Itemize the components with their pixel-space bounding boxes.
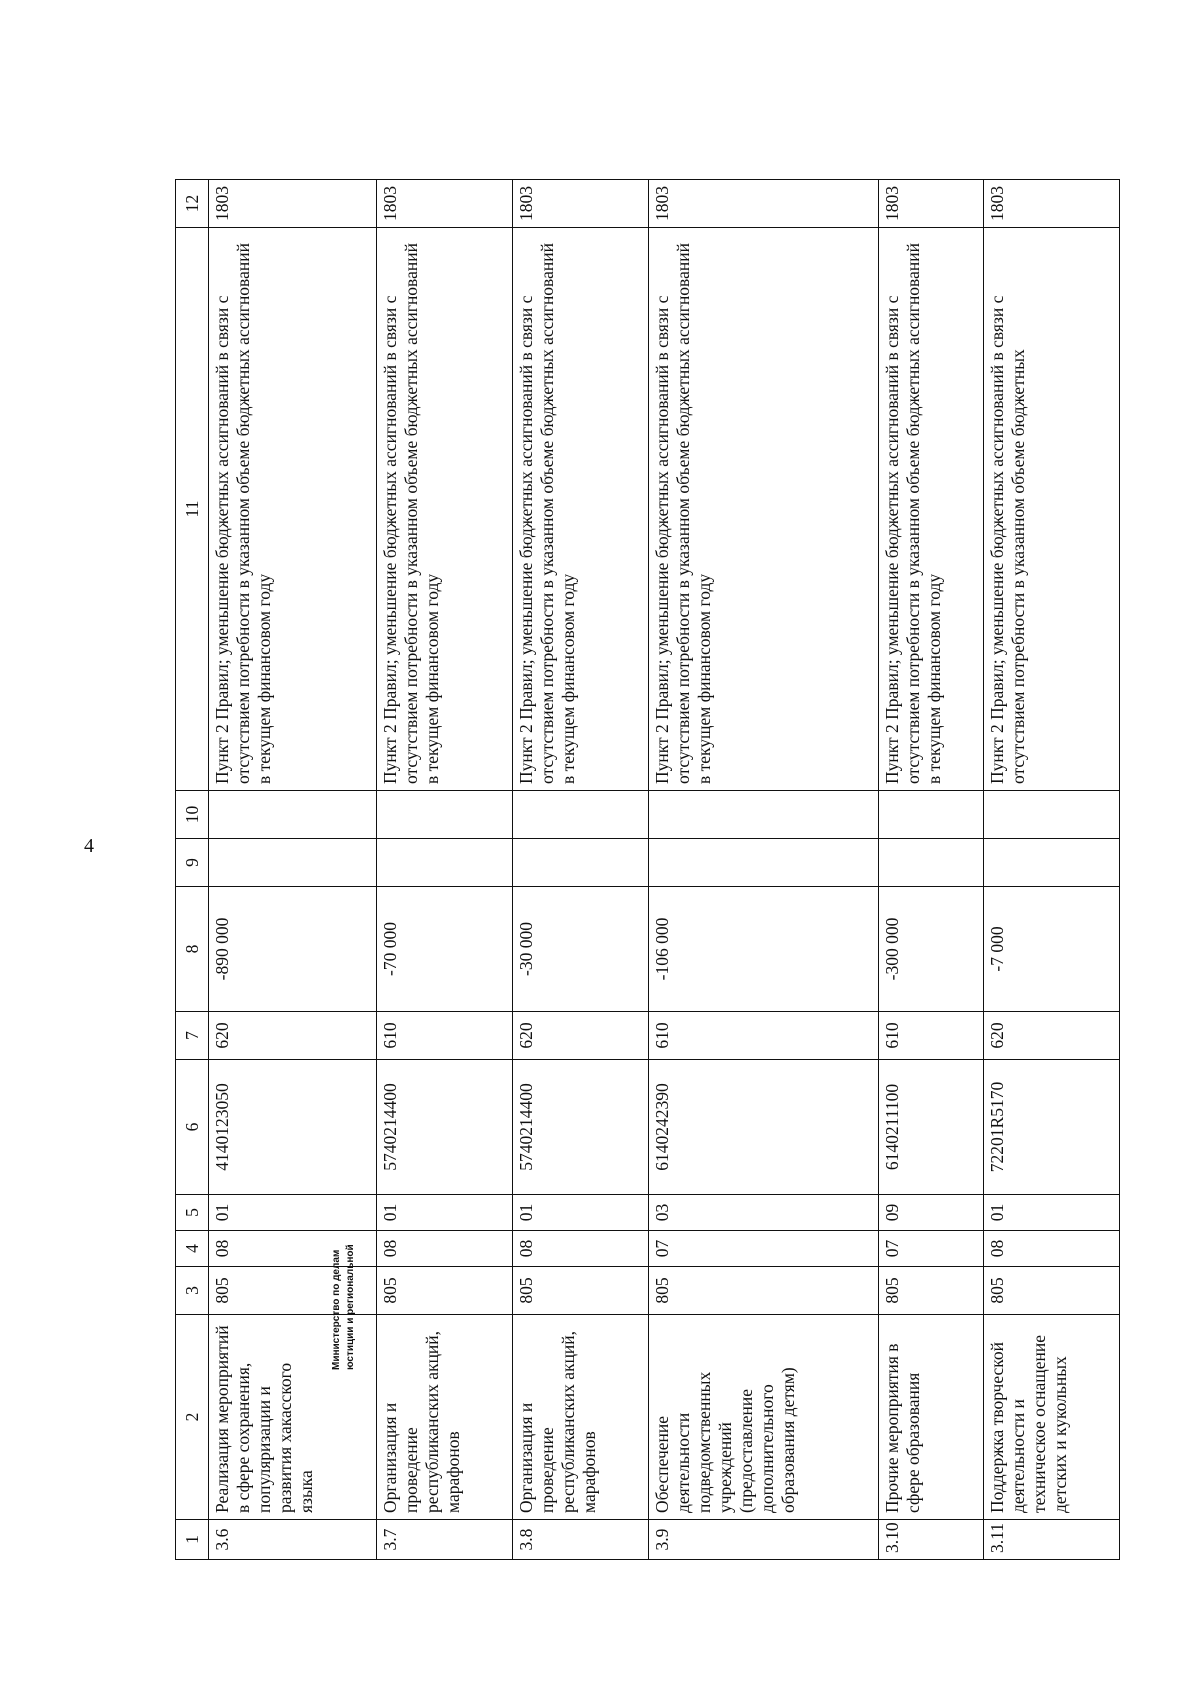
header-cell: 9 bbox=[176, 839, 209, 887]
cell-6: 5740214400 bbox=[376, 1060, 512, 1195]
row-number: 3.10 bbox=[879, 1520, 984, 1560]
cell-10 bbox=[879, 791, 984, 839]
cell-7: 620 bbox=[209, 1012, 377, 1060]
cell-5: 03 bbox=[648, 1195, 878, 1231]
cell-11: Пункт 2 Правил; уменьшение бюджетных ассигнований в связи с отсутствием потребности в указанном объеме бюджетных ассигнований в текущем финансовом году bbox=[376, 228, 512, 791]
cell-3: 805 bbox=[376, 1267, 512, 1315]
header-cell: 4 bbox=[176, 1231, 209, 1267]
row-name: Организация и проведение республиканских акций, марафонов bbox=[512, 1315, 648, 1520]
cell-12: 1803 bbox=[648, 180, 878, 228]
cell-3: 805 bbox=[879, 1267, 984, 1315]
cell-12: 1803 bbox=[879, 180, 984, 228]
cell-10 bbox=[983, 791, 1119, 839]
cell-5: 09 bbox=[879, 1195, 984, 1231]
row-number: 3.9 bbox=[648, 1520, 878, 1560]
table-row bbox=[983, 180, 1119, 1560]
cell-7: 620 bbox=[512, 1012, 648, 1060]
table-row bbox=[376, 180, 512, 1560]
row-name: Прочие мероприятия в сфере образования bbox=[879, 1315, 984, 1520]
row-number: 3.11 bbox=[983, 1520, 1119, 1560]
row-name: Реализация мероприятий в сфере сохранения, популяризации и развития хакасского языка bbox=[209, 1315, 377, 1520]
cell-12: 1803 bbox=[983, 180, 1119, 228]
header-cell: 1 bbox=[176, 1520, 209, 1560]
cell-9 bbox=[209, 839, 377, 887]
cell-7: 610 bbox=[376, 1012, 512, 1060]
cell-6: 6140242390 bbox=[648, 1060, 878, 1195]
row-number: 3.8 bbox=[512, 1520, 648, 1560]
ministry-stamp bbox=[330, 1170, 358, 1370]
cell-4: 08 bbox=[512, 1231, 648, 1267]
header-cell: 3 bbox=[176, 1267, 209, 1315]
row-name: Организация и проведение республиканских акций, марафонов bbox=[376, 1315, 512, 1520]
cell-8: -70 000 bbox=[376, 887, 512, 1012]
cell-11: Пункт 2 Правил; уменьшение бюджетных ассигнований в связи с отсутствием потребности в указанном объеме бюджетных ассигнований в текущем финансовом году bbox=[512, 228, 648, 791]
cell-7: 610 bbox=[648, 1012, 878, 1060]
cell-5: 01 bbox=[376, 1195, 512, 1231]
cell-7: 620 bbox=[983, 1012, 1119, 1060]
cell-6: 6140211100 bbox=[879, 1060, 984, 1195]
cell-4: 08 bbox=[983, 1231, 1119, 1267]
cell-5: 01 bbox=[209, 1195, 377, 1231]
cell-11: Пункт 2 Правил; уменьшение бюджетных ассигнований в связи с отсутствием потребности в указанном объеме бюджетных ассигнований в текущем финансовом году bbox=[209, 228, 377, 791]
cell-8: -106 000 bbox=[648, 887, 878, 1012]
cell-10 bbox=[512, 791, 648, 839]
budget-changes-table bbox=[175, 179, 1120, 1560]
cell-8: -300 000 bbox=[879, 887, 984, 1012]
cell-4: 08 bbox=[209, 1231, 377, 1267]
cell-12: 1803 bbox=[512, 180, 648, 228]
header-cell: 12 bbox=[176, 180, 209, 228]
cell-10 bbox=[209, 791, 377, 839]
cell-8: -890 000 bbox=[209, 887, 377, 1012]
cell-5: 01 bbox=[512, 1195, 648, 1231]
header-cell: 6 bbox=[176, 1060, 209, 1195]
cell-3: 805 bbox=[648, 1267, 878, 1315]
cell-10 bbox=[648, 791, 878, 839]
cell-9 bbox=[512, 839, 648, 887]
row-name: Обеспечение деятельности подведомственных учреждений (предоставление дополнительного образования детям) bbox=[648, 1315, 878, 1520]
header-cell: 10 bbox=[176, 791, 209, 839]
header-cell: 7 bbox=[176, 1012, 209, 1060]
row-name: Поддержка творческой деятельности и техническое оснащение детских и кукольных bbox=[983, 1315, 1119, 1520]
cell-12: 1803 bbox=[376, 180, 512, 228]
header-cell: 5 bbox=[176, 1195, 209, 1231]
cell-8: -7 000 bbox=[983, 887, 1119, 1012]
cell-4: 08 bbox=[376, 1231, 512, 1267]
cell-11: Пункт 2 Правил; уменьшение бюджетных ассигнований в связи с отсутствием потребности в указанном объеме бюджетных ассигнований в текущем финансовом году bbox=[648, 228, 878, 791]
table-header-row bbox=[176, 180, 209, 1560]
table-row bbox=[648, 180, 878, 1560]
stamp-line-2: юстиции и региональной bbox=[345, 1244, 356, 1370]
cell-9 bbox=[376, 839, 512, 887]
row-number: 3.6 bbox=[209, 1520, 377, 1560]
cell-10 bbox=[376, 791, 512, 839]
header-cell: 2 bbox=[176, 1315, 209, 1520]
rotated-table-wrapper bbox=[175, 180, 1120, 1560]
cell-5: 01 bbox=[983, 1195, 1119, 1231]
cell-7: 610 bbox=[879, 1012, 984, 1060]
cell-9 bbox=[983, 839, 1119, 887]
header-cell: 11 bbox=[176, 228, 209, 791]
cell-4: 07 bbox=[648, 1231, 878, 1267]
cell-9 bbox=[879, 839, 984, 887]
header-cell: 8 bbox=[176, 887, 209, 1012]
table-row bbox=[879, 180, 984, 1560]
cell-6: 4140123050 bbox=[209, 1060, 377, 1195]
stamp-line-1: Министерство по делам bbox=[331, 1249, 342, 1370]
cell-3: 805 bbox=[512, 1267, 648, 1315]
cell-4: 07 bbox=[879, 1231, 984, 1267]
cell-8: -30 000 bbox=[512, 887, 648, 1012]
cell-6: 72201R5170 bbox=[983, 1060, 1119, 1195]
cell-12: 1803 bbox=[209, 180, 377, 228]
cell-11: Пункт 2 Правил; уменьшение бюджетных ассигнований в связи с отсутствием потребности в указанном объеме бюджетных ассигнований в текущем финансовом году bbox=[879, 228, 984, 791]
cell-6: 5740214400 bbox=[512, 1060, 648, 1195]
table-row bbox=[512, 180, 648, 1560]
cell-11: Пункт 2 Правил; уменьшение бюджетных ассигнований в связи с отсутствием потребности в указанном объеме бюджетных bbox=[983, 228, 1119, 791]
cell-3: 805 bbox=[983, 1267, 1119, 1315]
row-number: 3.7 bbox=[376, 1520, 512, 1560]
cell-3: 805 bbox=[209, 1267, 377, 1315]
page-number: 4 bbox=[84, 835, 94, 857]
cell-9 bbox=[648, 839, 878, 887]
